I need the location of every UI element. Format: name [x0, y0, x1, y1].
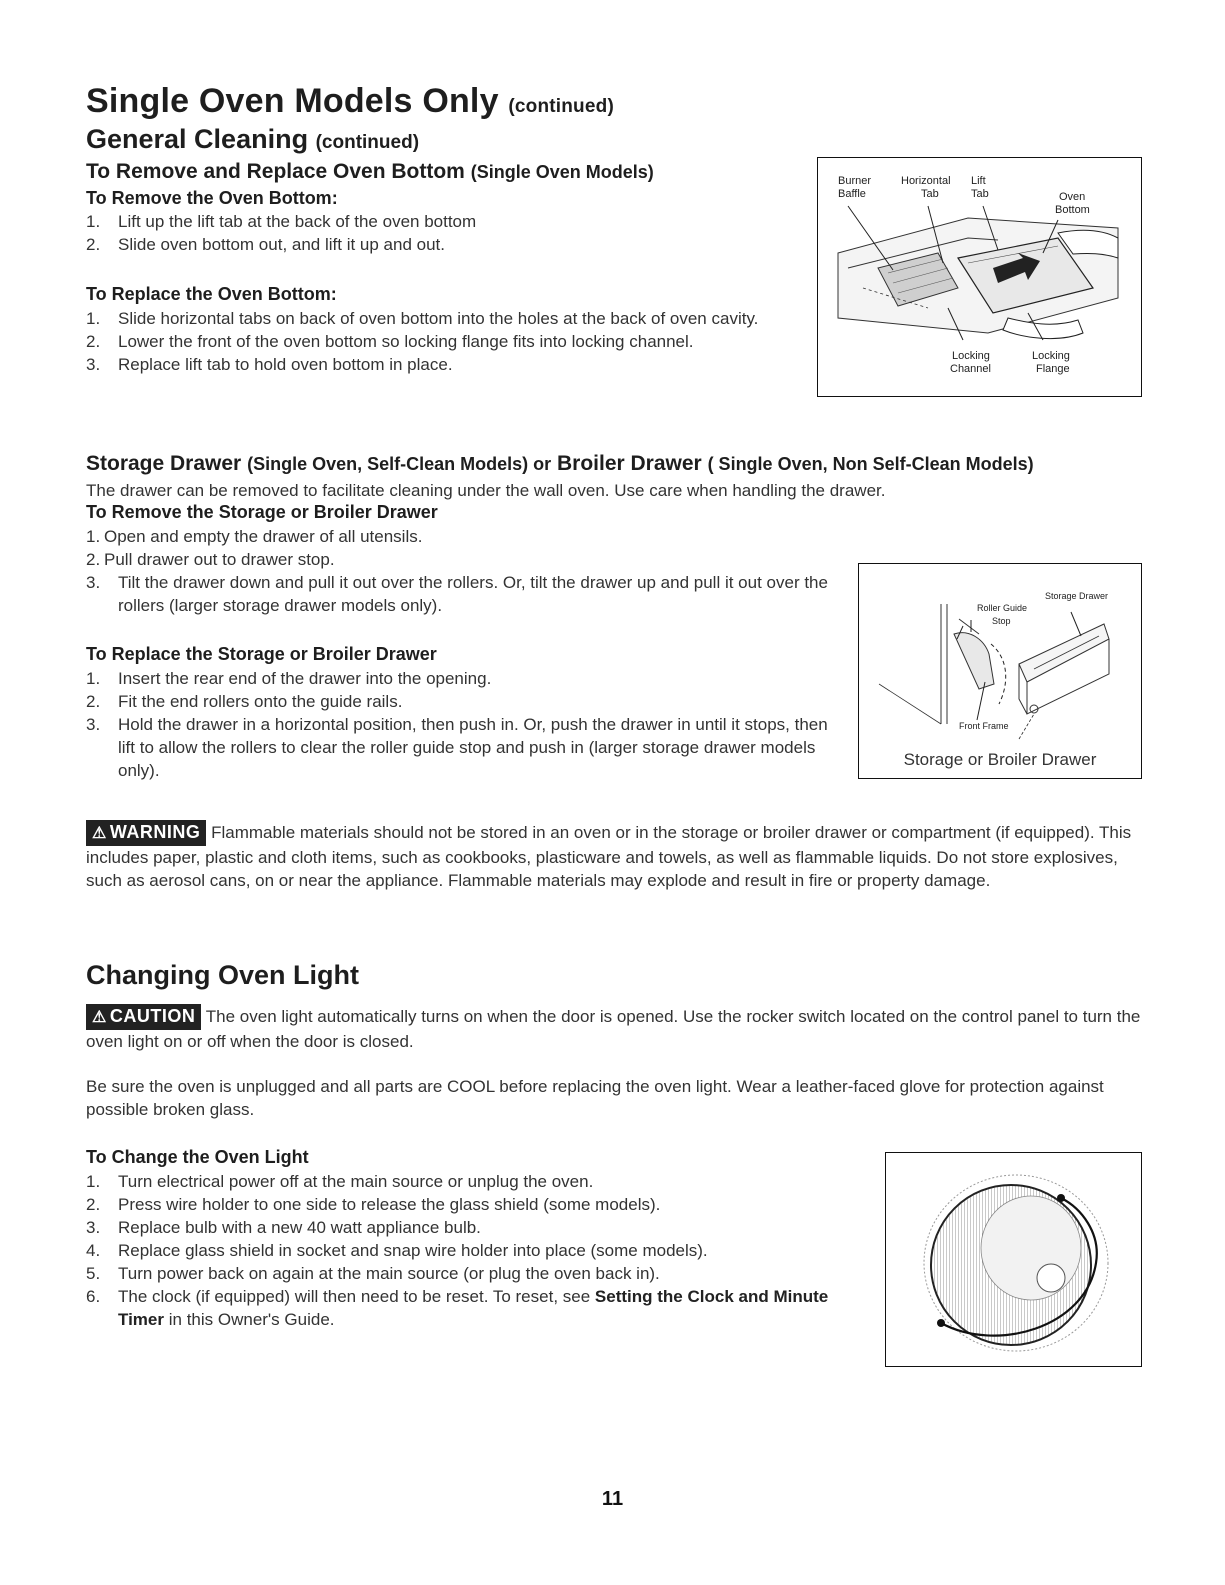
oven-light-figure	[885, 1152, 1142, 1367]
cool-warning-text: Be sure the oven is unplugged and all parts are COOL before replacing the oven light. Wear a leather-faced glove for protection against possible broken glass.	[86, 1077, 1104, 1119]
list-item: 1. Lift up the lift tab at the back of the oven bottom	[86, 212, 477, 231]
warning-block	[86, 820, 1144, 892]
section-title	[86, 124, 419, 155]
page-title-suffix: (continued)	[508, 96, 614, 117]
list-item: 3. Tilt the drawer down and pull it out over the rollers. Or, tilt the drawer up and pull it out over the rollers (larger storage drawer models only).	[86, 573, 828, 615]
remove-drawer-steps	[86, 525, 846, 617]
drawer-figure	[858, 563, 1142, 779]
warning-text: Flammable materials should not be stored in an oven or in the storage or broiler drawer or compartment (if equipped). This includes paper, plastic and cloth items, such as cookbooks, plasticware and towels, as well as flammable liquids. Do not store explosives, such as aerosol cans, on or near the appliance. Flammable materials may explode and result in fire or property damage.	[86, 823, 1132, 890]
label-front-frame: Front Frame	[959, 721, 1009, 731]
warning-icon: ⚠	[92, 825, 107, 842]
label-locking-channel: Locking Channel	[950, 350, 991, 375]
list-item: 2. Press wire holder to one side to release the glass shield (some models).	[86, 1195, 661, 1214]
label-storage-drawer: Storage Drawer	[1045, 591, 1109, 601]
storage-drawer-suffix: (Single Oven, Self-Clean Models) or	[247, 454, 552, 474]
remove-drawer-heading: To Remove the Storage or Broiler Drawer	[86, 502, 438, 522]
oven-light-illustration	[886, 1153, 1141, 1366]
oven-light-heading: Changing Oven Light	[86, 960, 359, 990]
broiler-drawer-suffix: ( Single Oven, Non Self-Clean Models)	[707, 454, 1034, 474]
clock-timer-reference: Setting the Clock and Minute Timer	[118, 1287, 829, 1329]
remove-oven-bottom-heading: To Remove the Oven Bottom:	[86, 188, 338, 208]
oven-bottom-heading-text: To Remove and Replace Oven Bottom	[86, 160, 465, 183]
section-title-text: General Cleaning	[86, 124, 309, 154]
oven-bottom-heading-suffix: (Single Oven Models)	[470, 162, 654, 182]
list-item: 2. Lower the front of the oven bottom so locking flange fits into locking channel.	[86, 332, 694, 351]
broiler-drawer-title: Broiler Drawer	[556, 452, 702, 475]
warning-badge: ⚠ WARNING	[86, 820, 206, 846]
list-item: 3. Replace lift tab to hold oven bottom in place.	[86, 355, 453, 374]
label-burner-baffle: Burner Baffle	[838, 175, 872, 200]
label-stop: Stop	[992, 616, 1011, 626]
label-roller-guide: Roller Guide	[977, 603, 1028, 613]
list-item: 3. Replace bulb with a new 40 watt appliance bulb.	[86, 1218, 481, 1237]
change-oven-light-steps	[86, 1170, 876, 1331]
list-item: 1. Open and empty the drawer of all utensils.	[86, 527, 423, 546]
list-item: 1. Slide horizontal tabs on back of oven bottom into the holes at the back of oven cavity.	[86, 309, 759, 328]
list-item: 4. Replace glass shield in socket and snap wire holder into place (some models).	[86, 1241, 708, 1260]
replace-oven-bottom-heading: To Replace the Oven Bottom:	[86, 284, 337, 304]
label-locking-flange: Locking Flange	[1032, 350, 1070, 375]
list-item: 1. Turn electrical power off at the main source or unplug the oven.	[86, 1172, 594, 1191]
list-item: 2. Pull drawer out to drawer stop.	[86, 550, 335, 569]
list-item: 6. The clock (if equipped) will then need to be reset. To reset, see Setting the Clock and Minute Timer in this Owner's Guide.	[86, 1287, 829, 1329]
drawer-heading	[86, 452, 1034, 476]
page-title	[86, 82, 614, 121]
label-lift-tab: Lift Tab	[971, 175, 989, 200]
caution-badge: ⚠ CAUTION	[86, 1004, 201, 1030]
remove-oven-bottom-steps	[86, 210, 786, 256]
caution-text: The oven light automatically turns on when the door is opened. Use the rocker switch located on the control panel to turn the oven light on or off when the door is closed.	[86, 1007, 1141, 1051]
section-title-suffix: (continued)	[315, 132, 420, 153]
label-oven-bottom: Oven Bottom	[1055, 191, 1090, 216]
drawer-figure-caption: Storage or Broiler Drawer	[903, 750, 1097, 769]
list-item: 2. Slide oven bottom out, and lift it up and out.	[86, 235, 445, 254]
list-item: 1. Insert the rear end of the drawer into the opening.	[86, 669, 492, 688]
replace-oven-bottom-steps	[86, 307, 798, 376]
caution-icon: ⚠	[92, 1009, 107, 1026]
drawer-intro: The drawer can be removed to facilitate cleaning under the wall oven. Use care when handling the drawer.	[86, 481, 886, 500]
oven-bottom-figure	[817, 157, 1142, 397]
replace-drawer-heading: To Replace the Storage or Broiler Drawer	[86, 644, 437, 664]
list-item: 3. Hold the drawer in a horizontal position, then push in. Or, push the drawer in until it stops, then lift to allow the rollers to clear the roller guide stop and push in (larger storage drawer models only).	[86, 715, 828, 780]
list-item: 5. Turn power back on again at the main source (or plug the oven back in).	[86, 1264, 660, 1283]
storage-drawer-title: Storage Drawer	[86, 452, 242, 475]
oven-bottom-heading	[86, 160, 654, 184]
list-item: 2. Fit the end rollers onto the guide rails.	[86, 692, 403, 711]
label-horizontal-tab: Horizontal Tab	[901, 175, 951, 200]
page-number: 11	[601, 1488, 624, 1510]
page-title-text: Single Oven Models Only	[86, 82, 499, 120]
replace-drawer-steps	[86, 667, 846, 782]
change-oven-light-heading: To Change the Oven Light	[86, 1147, 309, 1167]
caution-block	[86, 1004, 1144, 1053]
